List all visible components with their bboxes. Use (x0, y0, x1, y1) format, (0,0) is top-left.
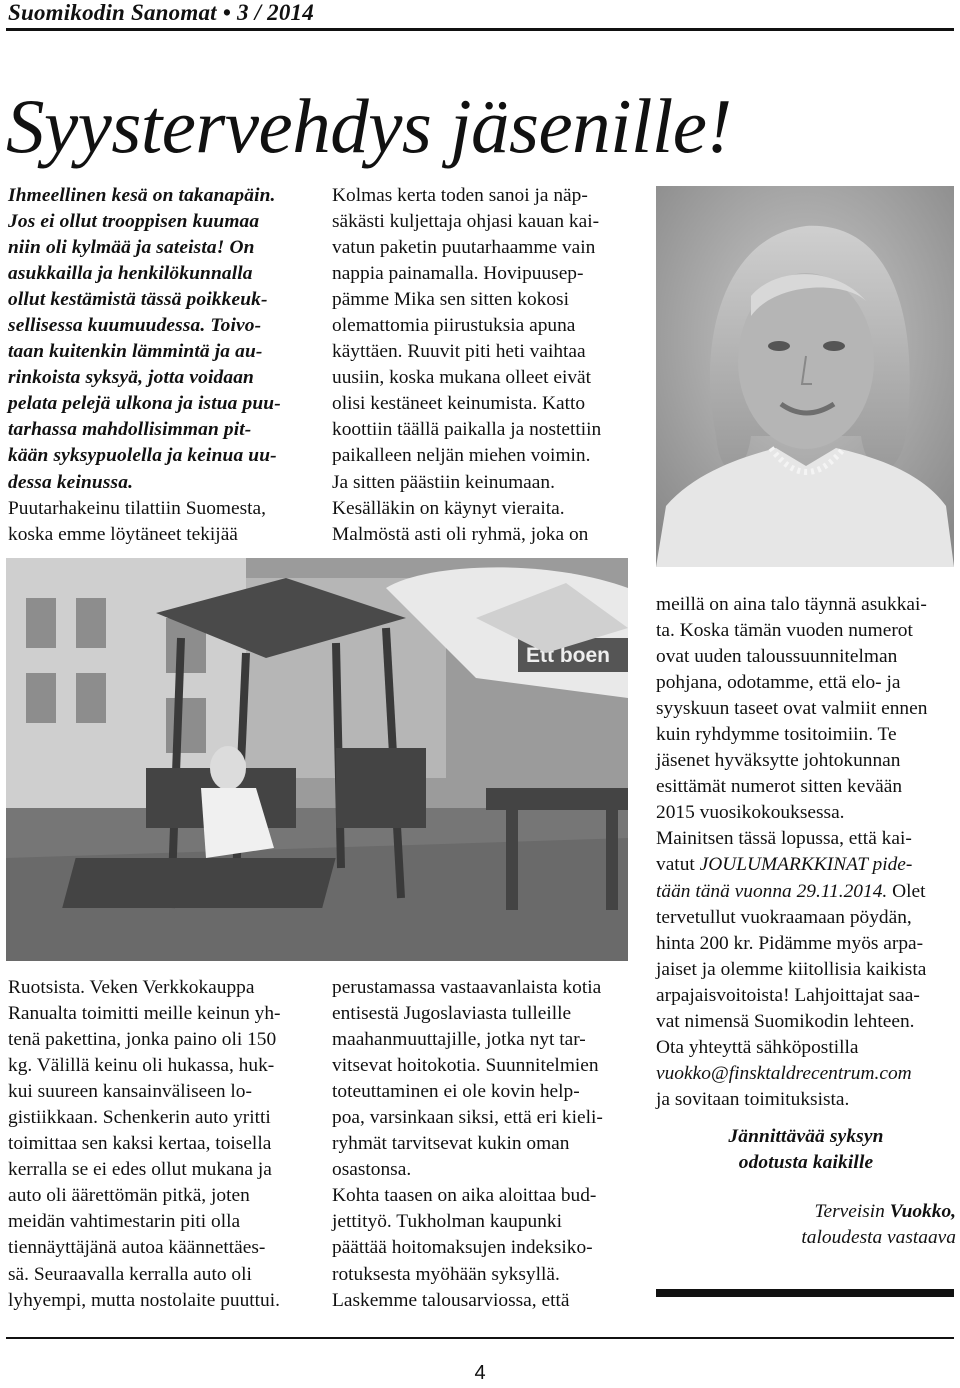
text-line: syyskuun taseet ovat valmiit ennen (656, 698, 928, 720)
text-line: koottiin täällä paikalla ja nostettiin (332, 419, 602, 441)
text-line: Mainitsen tässä lopussa, että kai- (656, 828, 912, 850)
text-line (656, 852, 956, 878)
text-line: Ihmeellinen kesä on takanapäin. (8, 185, 276, 206)
text-line: Jos ei ollut trooppisen kuumaa (8, 211, 260, 233)
text-line: auto oli äärettömän pitkä, joten (8, 1185, 250, 1207)
text-line: ryhmät tarvitsevat kukin oman (332, 1133, 570, 1155)
signature-line (656, 1199, 956, 1225)
text-line: dessa keinussa. (8, 471, 134, 493)
text-line: ollut kestämistä tässä poikkeuk- (8, 289, 268, 311)
text-line: tiennäyttäjänä autoa käännettäes- (8, 1237, 266, 1259)
text-line: pelata pelejä ulkona ja istua puu- (8, 393, 281, 415)
text-line: tervetullut vuokraamaan pöydän, (656, 906, 912, 928)
text-line: meidän vahtimestarin piti olla (8, 1211, 241, 1233)
text-line: jaiset ja olemme kiitollisia kaikista (656, 958, 927, 980)
text-line: jettityö. Tukholman kaupunki (332, 1211, 563, 1233)
text-line: meillä on aina talo täynnä asukkai- (656, 594, 927, 615)
text-line: ja sovitaan toimituksista. (656, 1088, 850, 1110)
text-line: pohjana, odotamme, että elo- ja (656, 672, 901, 694)
text-line: säkästi kuljettaja ohjasi kauan kai- (332, 211, 600, 233)
text-line: Ranualta toimitti meille keinun yh- (8, 1003, 281, 1025)
text-line: Kohta taasen on aika aloittaa bud- (332, 1185, 597, 1207)
text-line: vitsevat hoitokotia. Suunnitelmien (332, 1055, 599, 1077)
text-line: olemattomia piirustuksia apuna (332, 315, 576, 337)
text-line: sä. Seuraavalla kerralla auto oli (8, 1263, 252, 1285)
portrait-photo (656, 186, 954, 567)
signature-prefix: Terveisin (814, 1201, 890, 1222)
column3-end-rule (656, 1289, 954, 1297)
text-line: osastonsa. (332, 1159, 412, 1181)
text-line: toimittaa sen kaksi kertaa, toisella (8, 1133, 272, 1155)
column1-bottom (8, 975, 308, 1314)
text-line: rotuksesta myöhään syksyllä. (332, 1263, 560, 1285)
text-line: poa, varsinkaan siksi, että eri kieli- (332, 1107, 603, 1129)
umbrella-sign-text: Ett boen (526, 644, 610, 667)
garden-image (6, 558, 628, 961)
text-line: olisi kestäneet keinumista. Katto (332, 393, 586, 415)
email-link[interactable]: vuokko@finsktaldrecentrum.com (656, 1062, 912, 1084)
text-line: lyhyempi, mutta nostolaite puuttui. (8, 1289, 280, 1311)
text-line: taan kuitenkin lämmintä ja au- (8, 341, 263, 363)
text-line: tarhassa mahdollisimman pit- (8, 419, 252, 441)
column2-bottom (332, 975, 632, 1314)
text-line: kui suureen kansainväliseen lo- (8, 1081, 252, 1103)
masthead-title: Suomikodin Sanomat (8, 0, 217, 25)
column2-top (332, 183, 632, 548)
portrait-image (656, 186, 954, 567)
text-line: kerralla se ei edes ollut mukana ja (8, 1159, 272, 1181)
masthead-rule (6, 28, 954, 31)
text-line: Ruotsista. Veken Verkkokauppa (8, 977, 255, 998)
text-line: kään syksypuolella ja keinua uu- (8, 445, 277, 467)
text-line: koska emme löytäneet tekijää (8, 523, 238, 545)
text-line: toteuttaminen ei ole kovin help- (332, 1081, 580, 1103)
event-name: JOULUMARKKINAT pide- (699, 854, 913, 876)
text-line: Puutarhakeinu tilattiin Suomesta, (8, 497, 266, 519)
text-line: paikalleen neljän miehen voimin. (332, 445, 591, 467)
text-line: pämme Mika sen sitten kokosi (332, 289, 569, 311)
masthead-bullet: • (222, 0, 231, 25)
signature-role: taloudesta vastaava (801, 1227, 956, 1248)
text-line: ovat uuden taloussuunnitelman (656, 646, 898, 668)
garden-photo (6, 558, 628, 961)
masthead (8, 0, 314, 26)
text-line: sellisessa kuumuudessa. Toivo- (8, 315, 262, 337)
text-line: arpajaisvoitoista! Lahjoittajat saa- (656, 984, 920, 1006)
text-line: asukkailla ja henkilökunnalla (8, 263, 253, 285)
text-line: jäsenet hyväksytte johtokunnan (656, 750, 901, 772)
footer-rule (6, 1337, 954, 1339)
text-line: ta. Koska tämän vuoden numerot (656, 620, 913, 642)
masthead-issue: 3 / 2014 (236, 0, 314, 25)
text-line: rinkoista syksyä, jotta voidaan (8, 367, 254, 389)
text-line: tenä pakettina, jonka paino oli 150 (8, 1029, 277, 1051)
text-line: nappia painamalla. Hovipuusep- (332, 263, 584, 285)
text-line: esittämät numerot sitten kevään (656, 776, 903, 798)
text-line: Malmöstä asti oli ryhmä, joka on (332, 523, 589, 545)
event-date: tään tänä vuonna 29.11.2014. (656, 880, 888, 902)
text-line: Kolmas kerta toden sanoi ja näp- (332, 185, 588, 206)
page-number: 4 (474, 1362, 486, 1384)
text-line: Kesälläkin on käynyt vieraita. (332, 497, 565, 519)
text-fragment: vatut (656, 854, 700, 876)
text-line: käyttäen. Ruuvit piti heti vaihtaa (332, 341, 586, 363)
wish-line: odotusta kaikille (738, 1152, 874, 1173)
text-line: vatun paketin puutarhaamme vain (332, 237, 596, 259)
text-line: uusiin, koska mukana olleet eivät (332, 367, 592, 389)
text-line: päättää hoitomaksujen indeksiko- (332, 1237, 593, 1259)
text-line: hinta 200 kr. Pidämme myös arpa- (656, 932, 924, 954)
text-line (656, 879, 956, 905)
closing-wish (656, 1124, 956, 1176)
text-line: entisestä Jugoslaviasta tulleille (332, 1003, 572, 1025)
text-line: perustamassa vastaavanlaista kotia (332, 977, 602, 998)
text-line: niin oli kylmää ja sateista! On (8, 237, 255, 259)
text-fragment: Olet (887, 880, 926, 902)
column3 (656, 592, 956, 1113)
text-line: vat nimensä Suomikodin lehteen. (656, 1010, 915, 1032)
wish-line: Jännittävää syksyn (728, 1126, 884, 1147)
signature (656, 1199, 956, 1251)
text-line: maahanmuuttajille, jotka nyt tar- (332, 1029, 586, 1051)
headline: Syystervehdys jäsenille! (6, 83, 732, 169)
text-line: Ja sitten päästiin keinumaan. (332, 471, 555, 493)
text-line: Laskemme talousarviossa, että (332, 1289, 570, 1311)
text-line: kuin ryhdymme tositoimiin. Te (656, 724, 897, 746)
signature-name: Vuokko, (889, 1201, 956, 1222)
text-line: 2015 vuosikokouksessa. (656, 802, 845, 824)
text-line: gistiikkaan. Schenkerin auto yritti (8, 1107, 271, 1129)
text-line: Ota yhteyttä sähköpostilla (656, 1036, 859, 1058)
text-line: kg. Välillä keinu oli hukassa, huk- (8, 1055, 275, 1077)
intro-paragraph (8, 183, 308, 496)
column1-top (8, 183, 308, 548)
